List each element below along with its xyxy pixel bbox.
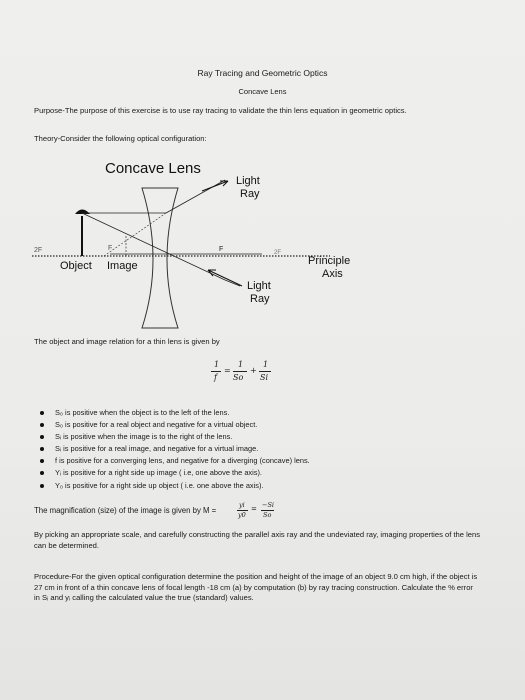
eq-si-bar — [259, 371, 271, 372]
scale-paragraph: By picking an appropriate scale, and carefully constructing the parallel axis ray and the undeviated ray, imaging properties of the lens can be determined. — [34, 530, 481, 550]
label-f-left: F — [108, 245, 113, 252]
mag-equals: = — [251, 505, 257, 513]
relation-intro: The object and image relation for a thin lens is given by — [34, 337, 220, 346]
list-item: Yᵢ is positive for a right side up image ( i.e, one above the axis). — [40, 467, 310, 479]
bottom-light-label-1: Light — [247, 280, 271, 292]
list-item: Sᵢ is positive for a real image, and negative for a virtual image. — [40, 443, 310, 455]
page-subtitle: Concave Lens — [238, 87, 287, 96]
magnification-text: The magnification (size) of the image is given by M = — [34, 506, 217, 515]
mag-so: So — [263, 511, 272, 519]
principle-axis-label-2: Axis — [322, 268, 343, 280]
bottom-light-label-2: Ray — [250, 293, 270, 305]
list-item: Y₀ is positive for a right side up object ( i.e. one above the axis). — [40, 480, 310, 492]
procedure-paragraph: Procedure-For the given optical configuration determine the position and height of the image of an object 9.0 cm high, if the object is 27 cm in front of a thin concave lens of focal length -18 cm (a) by computation (b) by ray tracing construction. Calculate the % error in Sᵢ and yᵢ calling the calculated value the true (standard) values. — [34, 572, 478, 602]
list-item: Sᵢ is positive when the image is to the right of the lens. — [40, 431, 310, 443]
eq-lhs-denominator: f — [214, 373, 217, 382]
eq-si-denominator: Si — [260, 373, 269, 382]
concave-lens-diagram — [30, 150, 410, 335]
eq-lhs-numerator: 1 — [214, 360, 220, 369]
mag-yo: y0 — [238, 511, 246, 519]
undeviated-ray-tail — [225, 280, 240, 286]
list-item: S₀ is positive for a real object and negative for a virtual object. — [40, 419, 310, 431]
mag-yi: yi — [239, 501, 245, 509]
eq-lhs-bar — [211, 371, 221, 372]
top-light-ray-arrow — [202, 181, 228, 191]
sign-convention-list — [40, 407, 310, 492]
principle-axis-label-1: Principle — [308, 255, 351, 267]
label-2f-right: 2F — [274, 250, 282, 256]
theory-paragraph: Theory-Consider the following optical configuration: — [34, 134, 207, 143]
page-title: Ray Tracing and Geometric Optics — [197, 68, 328, 78]
refracted-ray-top — [166, 180, 225, 213]
eq-si-numerator: 1 — [263, 360, 269, 369]
purpose-paragraph: Purpose-The purpose of this exercise is to use ray tracing to validate the thin lens equation in geometric optics. — [34, 106, 407, 115]
mag-minus-si: −Si — [262, 501, 274, 509]
object-label: Object — [60, 260, 92, 272]
image-label: Image — [107, 260, 138, 272]
eq-plus: + — [250, 366, 257, 375]
label-2f-left: 2F — [34, 247, 43, 254]
virtual-ray-extension — [104, 213, 166, 256]
list-item: f is positive for a converging lens, and negative for a diverging (concave) lens. — [40, 455, 310, 467]
diagram-title: Concave Lens — [105, 160, 201, 177]
label-f-right: F — [219, 246, 224, 253]
eq-so-denominator: So — [233, 373, 244, 382]
eq-so-numerator: 1 — [238, 360, 244, 369]
top-light-label-1: Light — [236, 175, 260, 187]
eq-equals: = — [224, 366, 231, 375]
undeviated-ray — [82, 213, 225, 280]
top-light-label-2: Ray — [240, 188, 260, 200]
bottom-light-ray-arrow — [208, 270, 242, 286]
list-item: S₀ is positive when the object is to the left of the lens. — [40, 407, 310, 419]
eq-so-bar — [233, 371, 247, 372]
